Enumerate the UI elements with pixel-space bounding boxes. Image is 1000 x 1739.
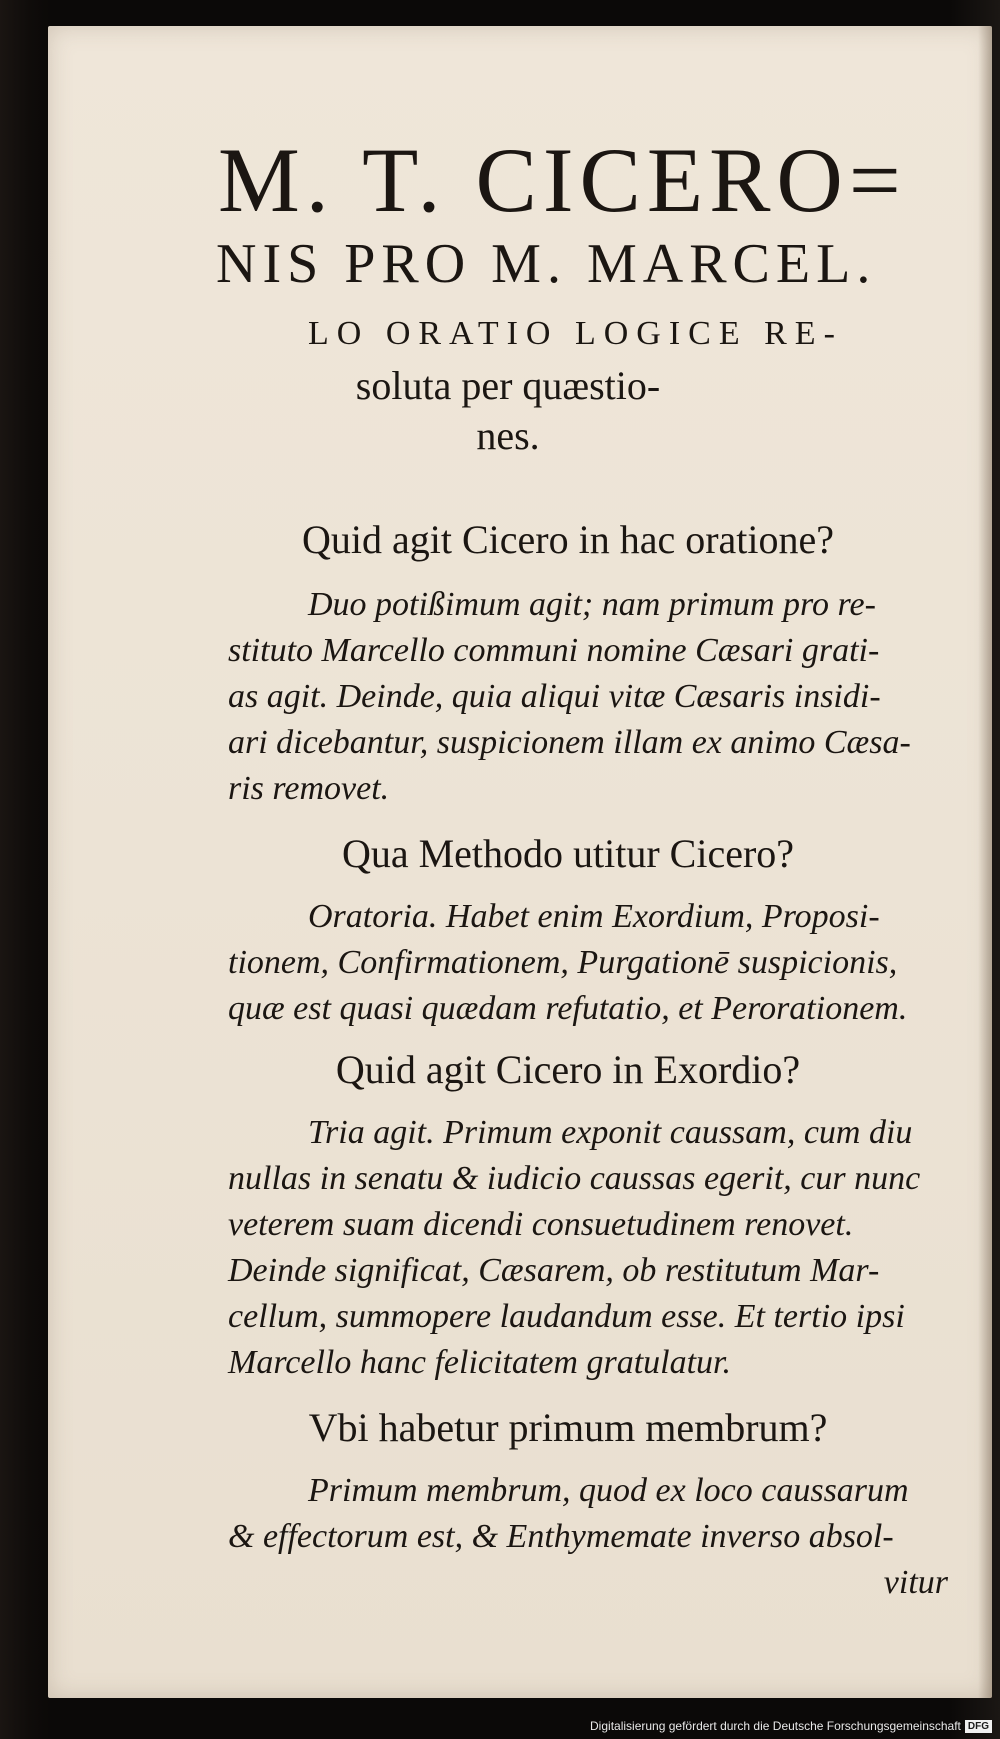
section-1 [108, 516, 948, 812]
footer-credit-text: Digitalisierung gefördert durch die Deutsche Forschungsgemeinschaft [590, 1719, 961, 1733]
answer-line: Deinde significat, Cæsarem, ob restitutum Mar- [228, 1252, 880, 1290]
answer-line: Marcello hanc felicitatem gratulatur. [228, 1344, 731, 1382]
page-content [108, 106, 948, 1606]
title-line-3: LO ORATIO LOGICE RE- [308, 314, 843, 352]
title-line-5: nes. [476, 413, 540, 459]
answer-2 [108, 894, 948, 1032]
answer-line: Oratoria. Habet enim Exordium, Proposi- [308, 898, 880, 936]
title-line-2: NIS PRO M. MARCEL. [216, 233, 877, 295]
answer-3 [108, 1110, 948, 1386]
question-2: Qua Methodo utitur Cicero? [341, 831, 795, 877]
answer-line: & effectorum est, & Enthymemate inverso absol- [228, 1518, 894, 1556]
answer-line: as agit. Deinde, quia aliqui vitæ Cæsaris insidi- [228, 678, 881, 716]
answer-line: stituto Marcello communi nomine Cæsari grati- [228, 632, 880, 670]
title-line-4: soluta per quæstio- [355, 363, 661, 409]
section-4 [108, 1404, 948, 1606]
section-3 [108, 1046, 948, 1386]
answer-1 [108, 582, 948, 812]
dfg-logo: DFG [965, 1720, 992, 1733]
question-4: Vbi habetur primum membrum? [308, 1405, 828, 1451]
answer-line: cellum, summopere laudandum esse. Et tertio ipsi [228, 1298, 905, 1336]
answer-line: ari dicebantur, suspicionem illam ex animo Cæsa- [228, 724, 911, 762]
title-line-1: M. T. CICERO= [218, 129, 907, 231]
answer-line: Primum membrum, quod ex loco caussarum [308, 1472, 909, 1510]
answer-line: vitur [883, 1564, 948, 1602]
question-3: Quid agit Cicero in Exordio? [335, 1047, 801, 1093]
answer-line: veterem suam dicendi consuetudinem renovet. [228, 1206, 854, 1244]
answer-line: tionem, Confirmationem, Purgationē suspicionis, [228, 944, 898, 982]
answer-line: quæ est quasi quædam refutatio, et Perorationem. [228, 990, 908, 1028]
page-edge-shadow [978, 26, 992, 1698]
answer-line: ris removet. [228, 770, 390, 808]
answer-4 [108, 1468, 948, 1606]
question-1: Quid agit Cicero in hac oratione? [301, 517, 835, 563]
answer-line: nullas in senatu & iudicio caussas egerit, cur nunc [228, 1160, 921, 1198]
book-page [48, 26, 992, 1698]
answer-line: Tria agit. Primum exponit caussam, cum diu [308, 1114, 913, 1152]
footer-credit [590, 1719, 992, 1733]
answer-line: Duo potißimum agit; nam primum pro re- [308, 586, 876, 624]
section-2 [108, 830, 948, 1032]
